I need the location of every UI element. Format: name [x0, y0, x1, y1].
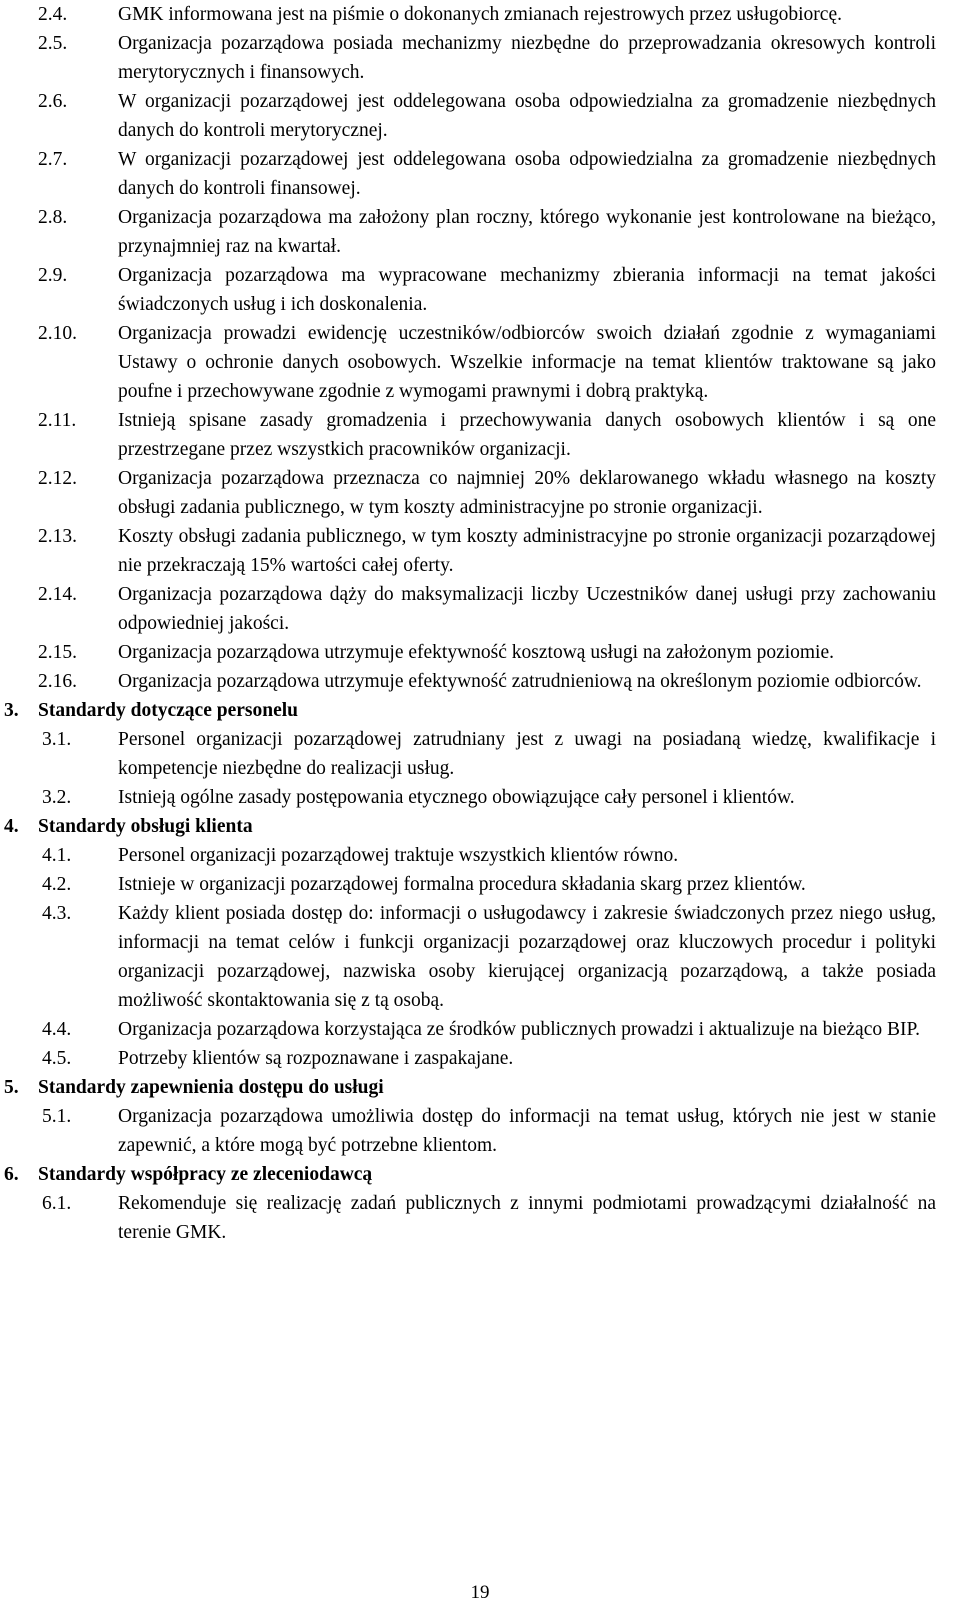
list-item — [38, 725, 936, 783]
item-number: 2.6. — [38, 91, 68, 112]
section-heading: 3. Standardy dotyczące personelu — [38, 696, 936, 725]
section-title: Standardy obsługi klienta — [38, 816, 253, 837]
item-number: 2.9. — [38, 265, 68, 286]
item-text: Organizacja pozarządowa ma założony plan roczny, którego wykonanie jest kontrolowane na bieżąco, przynajmniej raz na kwartał. — [118, 207, 936, 257]
item-text: W organizacji pozarządowej jest oddelegowana osoba odpowiedzialna za gromadzenie niezbędnych danych do kontroli finansowej. — [118, 149, 936, 199]
item-text: Organizacja pozarządowa dąży do maksymalizacji liczby Uczestników danej usługi przy zachowaniu odpowiedniej jakości. — [118, 584, 936, 634]
section-heading: 6. Standardy współpracy ze zleceniodawcą — [38, 1160, 936, 1189]
list-item — [38, 580, 936, 638]
item-text: Personel organizacji pozarządowej traktuje wszystkich klientów równo. — [118, 845, 679, 866]
item-number: 4.1. — [42, 845, 72, 866]
list-item — [38, 203, 936, 261]
list-item — [38, 1044, 936, 1073]
item-number: 5.1. — [42, 1106, 72, 1127]
list-item — [38, 783, 936, 812]
item-number: 2.14. — [38, 584, 77, 605]
item-text: Organizacja prowadzi ewidencję uczestników/odbiorców swoich działań zgodnie z wymaganiami Ustawy o ochronie danych osobowych. Wszelkie informacje na temat klientów traktowane są jako poufne i przechowywane zgodnie z wymogami prawnymi i dobrą praktyką. — [118, 323, 936, 402]
list-item — [38, 522, 936, 580]
item-text: Organizacja pozarządowa posiada mechanizmy niezbędne do przeprowadzania okresowych kontroli merytorycznych i finansowych. — [118, 33, 936, 83]
item-number: 2.13. — [38, 526, 77, 547]
document-content — [4, 0, 936, 1247]
list-item — [38, 1189, 936, 1247]
list-item — [38, 667, 936, 696]
item-number: 2.10. — [38, 323, 77, 344]
item-number: 2.12. — [38, 468, 77, 489]
list-item — [38, 638, 936, 667]
item-number: 4.3. — [42, 903, 72, 924]
item-number: 2.11. — [38, 410, 77, 431]
item-number: 2.15. — [38, 642, 77, 663]
item-text: W organizacji pozarządowej jest oddelegowana osoba odpowiedzialna za gromadzenie niezbędnych danych do kontroli merytorycznej. — [118, 91, 936, 141]
list-item — [38, 870, 936, 899]
section-title: Standardy zapewnienia dostępu do usługi — [38, 1077, 384, 1098]
list-item — [38, 841, 936, 870]
item-number: 6.1. — [42, 1193, 72, 1214]
section-heading: 4. Standardy obsługi klienta — [38, 812, 936, 841]
item-number: 4.4. — [42, 1019, 72, 1040]
section-title: Standardy współpracy ze zleceniodawcą — [38, 1164, 373, 1185]
list-item — [38, 1015, 936, 1044]
list-item — [38, 464, 936, 522]
item-number: 2.4. — [38, 4, 68, 25]
list-item — [38, 29, 936, 87]
item-number: 3.2. — [42, 787, 72, 808]
item-number: 2.5. — [38, 33, 68, 54]
item-number: 4.2. — [42, 874, 72, 895]
item-text: Istnieją ogólne zasady postępowania etycznego obowiązujące cały personel i klientów. — [118, 787, 795, 808]
item-text: Każdy klient posiada dostęp do: informacji o usługodawcy i zakresie świadczonych przez niego usług, informacji na temat celów i funkcji organizacji pozarządowej oraz kluczowych procedur i polityki organizacji pozarządowej, nazwiska osoby kierującej organizacją pozarządową, a także posiada możliwość skontaktowania się z tą osobą. — [118, 903, 936, 1011]
list-item — [38, 899, 936, 1015]
item-number: 2.7. — [38, 149, 68, 170]
item-text: Organizacja pozarządowa korzystająca ze środków publicznych prowadzi i aktualizuje na bieżąco BIP. — [118, 1019, 921, 1040]
item-text: Organizacja pozarządowa utrzymuje efektywność zatrudnieniową na określonym poziomie odbiorców. — [118, 671, 922, 692]
item-text: Istnieje w organizacji pozarządowej formalna procedura składania skarg przez klientów. — [118, 874, 806, 895]
list-item — [38, 406, 936, 464]
section-title: Standardy dotyczące personelu — [38, 700, 298, 721]
item-text: GMK informowana jest na piśmie o dokonanych zmianach rejestrowych przez usługobiorcę. — [118, 4, 842, 25]
item-number: 2.16. — [38, 671, 77, 692]
item-number: 3.1. — [42, 729, 72, 750]
item-text: Organizacja pozarządowa utrzymuje efektywność kosztową usługi na założonym poziomie. — [118, 642, 835, 663]
item-text: Organizacja pozarządowa ma wypracowane mechanizmy zbierania informacji na temat jakości świadczonych usług i ich doskonalenia. — [118, 265, 936, 315]
item-text: Koszty obsługi zadania publicznego, w tym koszty administracyjne po stronie organizacji pozarządowej nie przekraczają 15% wartości całej oferty. — [118, 526, 936, 576]
item-text: Organizacja pozarządowa umożliwia dostęp do informacji na temat usług, których nie jest w stanie zapewnić, a które mogą być potrzebne klientom. — [118, 1106, 936, 1156]
item-text: Rekomenduje się realizację zadań publicznych z innymi podmiotami prowadzącymi działalność na terenie GMK. — [118, 1193, 936, 1243]
item-number: 4.5. — [42, 1048, 72, 1069]
item-text: Organizacja pozarządowa przeznacza co najmniej 20% deklarowanego wkładu własnego na koszty obsługi zadania publicznego, w tym koszty administracyjne po stronie organizacji. — [118, 468, 936, 518]
item-text: Personel organizacji pozarządowej zatrudniany jest z uwagi na posiadaną wiedzę, kwalifikacje i kompetencje niezbędne do realizacji usług. — [118, 729, 936, 779]
section-heading: 5. Standardy zapewnienia dostępu do usługi — [38, 1073, 936, 1102]
list-item — [38, 261, 936, 319]
page-number: 19 — [470, 1582, 490, 1603]
item-text: Potrzeby klientów są rozpoznawane i zaspakajane. — [118, 1048, 514, 1069]
item-text: Istnieją spisane zasady gromadzenia i przechowywania danych osobowych klientów i są one przestrzegane przez wszystkich pracowników organizacji. — [118, 410, 936, 460]
item-number: 2.8. — [38, 207, 68, 228]
list-item — [38, 319, 936, 406]
list-item — [38, 0, 936, 29]
list-item — [38, 145, 936, 203]
list-item — [38, 1102, 936, 1160]
list-item — [38, 87, 936, 145]
